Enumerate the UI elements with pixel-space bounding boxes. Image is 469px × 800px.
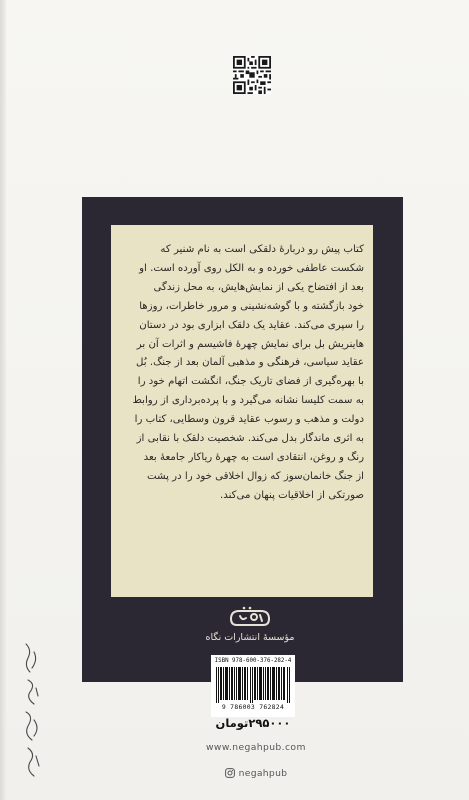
blurb-line: بعد از افتضاح یکی از نمایش‌هایش، به محل زندگی	[153, 281, 364, 293]
blurb-line: از جنگ خانمان‌سوز که زوال اخلاقی خود را در پشت	[147, 470, 364, 482]
barcode-digits: 9 786003 762824	[221, 703, 285, 711]
barcode	[216, 667, 290, 703]
blurb-line: هاینریش بل برای نمایش چهرهٔ فاشیسم و اثرات آن بر	[136, 338, 364, 350]
instagram-icon	[225, 768, 235, 778]
price-label: ۲۹۵۰۰۰تومان	[215, 716, 291, 730]
blurb-line: صورتکی از اخلاقیات پنهان می‌کند.	[220, 489, 364, 501]
blurb-line: را سپری می‌کند. عقاید یک دلقک ابزاری بود در دستان	[139, 319, 364, 331]
instagram-handle-text: negahpub	[238, 767, 288, 779]
website-url: www.negahpub.com	[206, 742, 306, 753]
blurb-line: شکست عاطفی خورده و به الکل روی آورده است. او	[139, 262, 364, 274]
isbn-text: ISBN 978-600-376-282-4	[214, 658, 292, 664]
book-blurb	[121, 241, 364, 506]
publisher-name: مؤسسهٔ انتشارات نگاه	[205, 632, 295, 643]
qr-code	[233, 56, 271, 94]
blurb-line: با بهره‌گیری از فضای تاریک جنگ، انگشت اتهام خود را	[137, 376, 364, 388]
spine-edge	[0, 0, 6, 800]
blurb-line: رنگ و روغن، انتقادی است به چهرهٔ ریاکار جامعهٔ بعد	[143, 451, 364, 463]
signature-stamp	[14, 640, 54, 780]
blurb-line: خود بازگشته و با گوشه‌نشینی و مرور خاطرات، روزها	[139, 300, 364, 312]
publisher-logo-icon	[228, 605, 272, 629]
blurb-line: کتاب پیش رو دربارهٔ دلقکی است به نام شنیر که	[160, 244, 364, 255]
instagram-handle	[206, 766, 306, 780]
blurb-line: دولت و مذهب و رسوب عقاید قرون وسطایی، کتاب را	[134, 414, 364, 426]
blurb-line: به سمت کلیسا نشانه می‌گیرد و با پرده‌برداری از روابط	[132, 395, 364, 407]
blurb-line: به اثری ماندگار بدل می‌کند. شخصیت دلقک با نقابی از	[136, 433, 364, 445]
blurb-line: عقاید سیاسی، فرهنگی و مذهبی آلمان بعد از جنگ. بُل	[136, 357, 364, 369]
